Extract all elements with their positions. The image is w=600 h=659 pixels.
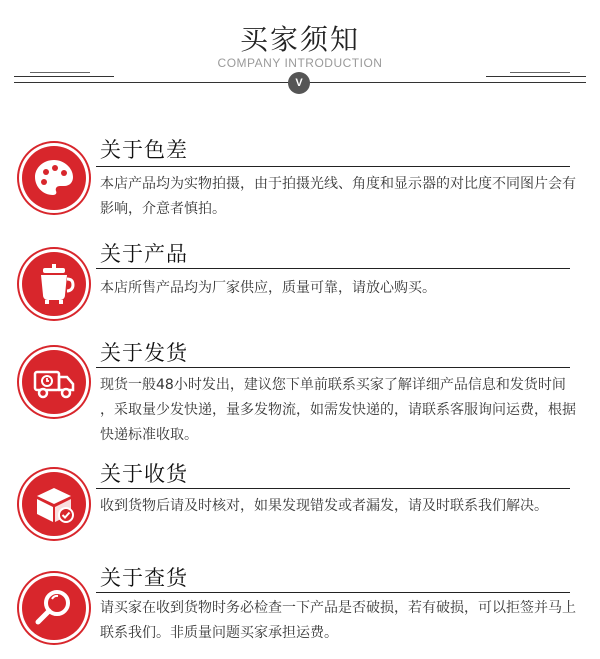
- page-subtitle: COMPANY INTRODUCTION: [217, 56, 383, 70]
- kettle-icon: [22, 252, 86, 316]
- section-divider: [96, 367, 570, 368]
- section-title: 关于发货: [100, 341, 188, 365]
- section-title: 关于色差: [100, 138, 188, 162]
- page-title: 买家须知: [239, 23, 360, 56]
- package-check-icon: [22, 472, 86, 536]
- section-text: 本店所售产品均为厂家供应，质量可靠，请放心购买。: [100, 280, 436, 296]
- header-badge: V: [288, 72, 310, 94]
- truck-icon: [22, 350, 86, 414]
- section-title: 关于收货: [100, 462, 188, 486]
- section-text: 现货一般48小时发出，建议您下单前联系买家了解详细产品信息和发货时间 ，采取量少发快递，量多发物流，如需发快递的，请联系客服询问运费，根据快递标准收取。: [100, 377, 576, 443]
- page-header: [0, 0, 600, 100]
- section-title: 关于查货: [100, 566, 188, 590]
- header-divider-left-lower: [30, 72, 90, 73]
- section-text: 请买家在收到货物时务必检查一下产品是否破损，若有破损，可以拒签并马上联系我们。非质量问题买家承担运费。: [100, 600, 576, 641]
- header-divider-right-lower: [510, 72, 570, 73]
- section-text: 本店产品均为实物拍摄，由于拍摄光线、角度和显示器的对比度不同图片会有影响，介意者慎拍。: [100, 176, 576, 217]
- palette-icon: [22, 146, 86, 210]
- header-divider-right: [486, 76, 586, 77]
- section-divider: [96, 592, 570, 593]
- header-divider-left: [14, 76, 114, 77]
- section-divider: [96, 166, 570, 167]
- section-text: 收到货物后请及时核对，如果发现错发或者漏发，请及时联系我们解决。: [100, 498, 548, 514]
- section-title: 关于产品: [100, 242, 188, 266]
- section-divider: [96, 488, 570, 489]
- section-divider: [96, 268, 570, 269]
- magnifier-icon: [22, 576, 86, 640]
